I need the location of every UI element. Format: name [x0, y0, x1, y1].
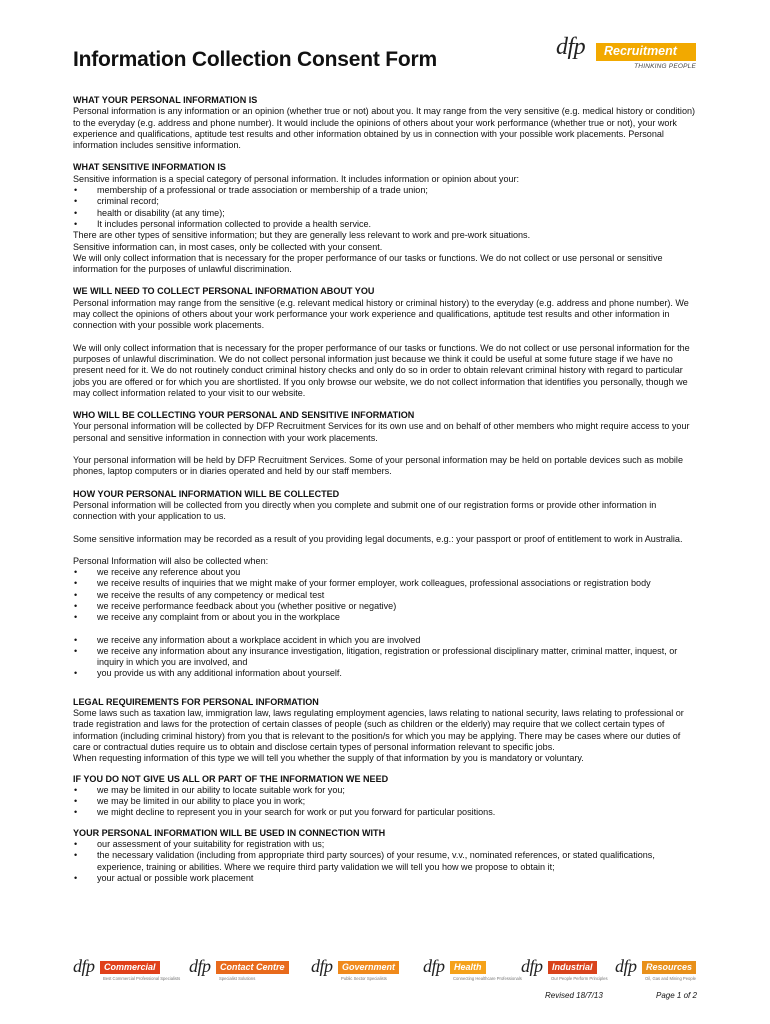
- list-item: • we may be limited in our ability to locate suitable work for you;: [73, 785, 698, 796]
- list-item: • health or disability (at any time);: [73, 208, 698, 219]
- logo-badge: [596, 43, 696, 61]
- form-content: [73, 95, 698, 884]
- section-paragraph: Personal information may range from the sensitive (e.g. relevant medical history or criminal history) to the everyday (e.g. address and phone number). We may collect the opinions of others about your work performance your work experience and qualifications, aptitude test results and other information in connection with your possible work placements.: [73, 297, 689, 331]
- section-heading: HOW YOUR PERSONAL INFORMATION WILL BE COLLECTED: [73, 488, 340, 499]
- logo-dfp-text: dfp: [521, 956, 543, 976]
- bullet-list: [73, 185, 698, 230]
- section-paragraph: Personal Information will also be collected when:: [73, 555, 269, 566]
- logo-dfp-text: dfp: [556, 34, 586, 60]
- section-heading: YOUR PERSONAL INFORMATION WILL BE USED IN CONNECTION WITH: [73, 827, 386, 838]
- logo-dfp-text: dfp: [311, 956, 333, 976]
- logo-tagline: Our People Perform Principles: [551, 976, 608, 981]
- logo-dfp-text: dfp: [423, 956, 445, 976]
- list-item: • we receive any complaint from or about you in the workplace: [73, 612, 698, 623]
- page-title: Information Collection Consent Form: [73, 48, 437, 71]
- bullet-list: [73, 785, 698, 819]
- section-paragraph: Sensitive information can, in most cases, only be collected with your consent.: [73, 241, 383, 252]
- section-paragraph: Your personal information will be held by DFP Recruitment Services. Some of your personal information may be held on portable devices such as mobile phones, laptop computers or in diaries operated and held by our staff members.: [73, 455, 683, 477]
- logo-division-name: Resources: [642, 961, 696, 974]
- bullet-list: [73, 567, 698, 623]
- revision-date: Revised 18/7/13: [545, 991, 603, 1000]
- list-item: • our assessment of your suitability for registration with us;: [73, 839, 698, 850]
- logo-tagline: Specialist Solutions: [219, 976, 256, 981]
- section-paragraph: Personal information is any information or an opinion (whether true or not) about you. It may range from the very sensitive (e.g. medical history or condition) to the everyday (e.g. address and phone number). It would include the opinions of others about your work performance (whether true or not), your work experience and qualifications, aptitude test results and other information obtained by us in connection with your possible work placements. Personal information includes sensitive information.: [73, 106, 696, 151]
- logo-division-name: Government: [338, 961, 399, 974]
- logo-badge-text: Recruitment: [604, 44, 677, 58]
- list-item: • we receive results of inquiries that we might make of your former employer, work colleagues, professional associations or registration body: [73, 578, 698, 589]
- section-heading: WHAT SENSITIVE INFORMATION IS: [73, 162, 226, 173]
- list-item: • we might decline to represent you in your search for work or put you forward for particular positions.: [73, 807, 698, 818]
- logo-tagline: Oil, Gas and Mining People: [645, 976, 696, 981]
- section-paragraph: We will only collect information that is necessary for the proper performance of our tasks or functions. We do not collect or use personal information for the purposes of unlawful discrimination. We do not collect personal information just because we think it could be useful at some future stage if we have no present need for it. We do not routinely conduct criminal history checks and only do so in order to obtain relevant criminal history with regard to particular jobs you are offered or for which you are shortlisted. If you only browse our website, we do not collect information that identifies you personally, though we may collect information related to your visit to our website.: [73, 342, 690, 398]
- logo-division-name: Industrial: [548, 961, 597, 974]
- list-item: • we receive the results of any competency or medical test: [73, 590, 698, 601]
- logo-tagline: Connecting Healthcare Professionals: [453, 976, 522, 981]
- logo-tagline: Best Commercial Professional Specialists: [103, 976, 181, 981]
- section-heading: WHO WILL BE COLLECTING YOUR PERSONAL AND SENSITIVE INFORMATION: [73, 410, 415, 421]
- section-paragraph: Sensitive information is a special category of personal information. It includes information or opinion about your:: [73, 173, 520, 184]
- logo-dfp-text: dfp: [615, 956, 637, 976]
- logo-tagline: THINKING PEOPLE: [634, 63, 696, 70]
- section-heading: WE WILL NEED TO COLLECT PERSONAL INFORMATION ABOUT YOU: [73, 286, 375, 297]
- list-item: • criminal record;: [73, 196, 698, 207]
- page-number: Page 1 of 2: [656, 991, 697, 1000]
- list-item: • the necessary validation (including from appropriate third party sources) of your resume, v.v., nominated references, or stated qualifications, experience, training or abilities. Where we require third party validation we will tell you how we propose to obtain it;: [73, 850, 698, 873]
- section-paragraph: Some sensitive information may be recorded as a result of you providing legal documents, e.g.: your passport or proof of entitlement to work in Australia.: [73, 533, 683, 544]
- logo-dfp-text: dfp: [73, 956, 95, 976]
- logo-division-name: Commercial: [100, 961, 160, 974]
- logo-division-name: Contact Centre: [216, 961, 289, 974]
- section-heading: IF YOU DO NOT GIVE US ALL OR PART OF THE INFORMATION WE NEED: [73, 773, 389, 784]
- list-item: • your actual or possible work placement: [73, 873, 698, 884]
- logo-tagline: Public Sector Specialists: [341, 976, 387, 981]
- division-logos: [73, 957, 698, 985]
- list-item: • we receive performance feedback about you (whether positive or negative): [73, 601, 698, 612]
- section-paragraph: There are other types of sensitive information; but they are generally less relevant to work and pre-work situations.: [73, 230, 531, 241]
- logo-dfp-text: dfp: [189, 956, 211, 976]
- list-item: • membership of a professional or trade association or membership of a trade union;: [73, 185, 698, 196]
- section-heading: WHAT YOUR PERSONAL INFORMATION IS: [73, 95, 258, 105]
- section-paragraph: Some laws such as taxation law, immigration law, laws regulating employment agencies, laws relating to national security, laws relating to professional or trade registration and laws for the protection of certain classes of people (such as children or the elderly) may require that we collect certain types of information (including criminal history) from you that is relevant to the position/s for which you may be applying. There may be cases where our duties of care or contractual duties require us to obtain and disclose certain types of personal information relevant to specific jobs.: [73, 708, 684, 752]
- section-paragraph: We will only collect information that is necessary for the proper performance of our tasks or functions. We do not collect or use personal or sensitive information for the purposes of unlawful discrimination.: [73, 252, 663, 275]
- section-paragraph: When requesting information of this type we will tell you whether the supply of that information by you is mandatory or voluntary.: [73, 753, 584, 764]
- list-item: • we may be limited in our ability to place you in work;: [73, 796, 698, 807]
- logo-division-name: Health: [450, 961, 486, 974]
- list-item: • you provide us with any additional information about yourself.: [73, 668, 698, 679]
- section-heading: LEGAL REQUIREMENTS FOR PERSONAL INFORMATION: [73, 696, 319, 707]
- bullet-list: [73, 635, 698, 680]
- list-item: • we receive any reference about you: [73, 567, 698, 578]
- dfp-recruitment-logo: [556, 34, 698, 76]
- bullet-list: [73, 839, 698, 884]
- section-paragraph: Personal information will be collected from you directly when you complete and submit one of our registration forms or provide other information in connection with your application to us.: [73, 499, 657, 522]
- list-item: • we receive any information about a workplace accident in which you are involved: [73, 635, 698, 646]
- list-item: • we receive any information about any insurance investigation, litigation, registration or professional disciplinary matter, criminal matter, inquest, or inquiry in which you are involved, and: [73, 646, 698, 669]
- section-paragraph: Your personal information will be collected by DFP Recruitment Services for its own use and on behalf of other members who might require access to your personal and sensitive information in connection with your work placements.: [73, 421, 690, 443]
- list-item: • It includes personal information collected to provide a health service.: [73, 219, 698, 230]
